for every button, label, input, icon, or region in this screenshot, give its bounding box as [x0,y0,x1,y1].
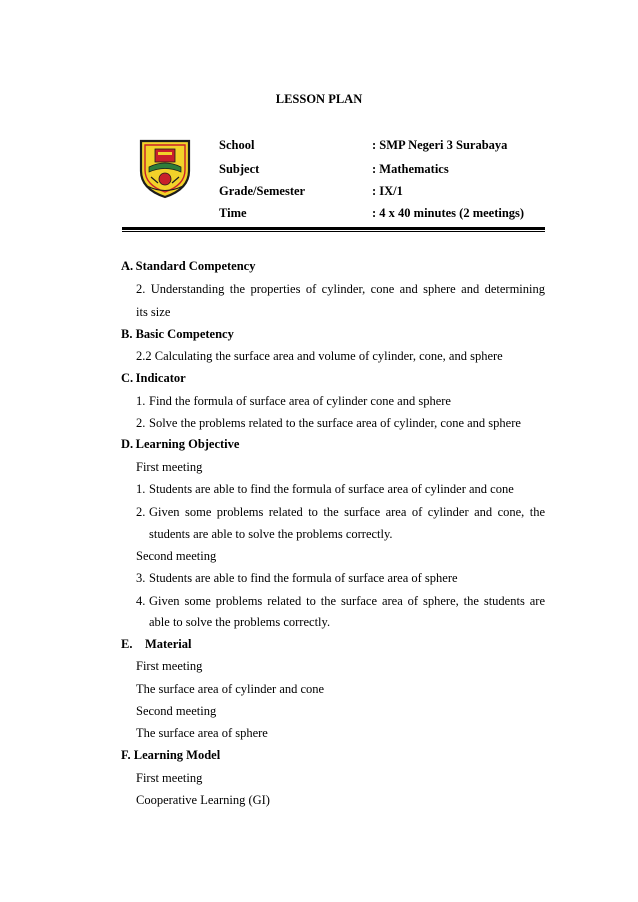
objective-num-1: 1. [136,482,146,496]
material-line-3: Second meeting [136,704,217,718]
section-d-heading: D. Learning Objective [121,437,240,451]
indicator-text-2: Solve the problems related to the surface area of cylinder, cone and sphere [149,416,521,430]
material-line-2: The surface area of cylinder and cone [136,682,325,696]
objective-text-1: Students are able to find the formula of surface area of cylinder and cone [149,482,514,496]
model-line-1: First meeting [136,771,203,785]
objective-second-meeting: Second meeting [136,549,217,563]
objective-text-2-line2: students are able to solve the problems correctly. [149,527,393,541]
material-line-1: First meeting [136,659,203,673]
objective-first-meeting: First meeting [136,460,203,474]
indicator-text-1: Find the formula of surface area of cylinder cone and sphere [149,394,451,408]
indicator-num-1: 1. [136,394,146,408]
header-rule-thick [122,227,545,230]
section-a-line2: its size [136,305,171,319]
section-b-heading: B. Basic Competency [121,327,234,341]
section-f-heading: F. Learning Model [121,748,221,762]
section-a-line1: 2. Understanding the properties of cylinder, cone and sphere and determining [136,282,545,296]
page-title: LESSON PLAN [275,92,363,106]
objective-text-4-line2: able to solve the problems correctly. [149,615,331,629]
time-value: : 4 x 40 minutes (2 meetings) [372,206,525,220]
section-e-heading: E. Material [121,637,192,651]
school-value: : SMP Negeri 3 Surabaya [372,138,508,152]
objective-num-2: 2. [136,505,146,519]
section-b-line1: 2.2 Calculating the surface area and volume of cylinder, cone, and sphere [136,349,503,363]
objective-num-3: 3. [136,571,146,585]
material-line-4: The surface area of sphere [136,726,268,740]
objective-text-3: Students are able to find the formula of surface area of sphere [149,571,458,585]
objective-text-4-line1: Given some problems related to the surface area of sphere, the students are [149,594,545,608]
grade-semester-value: : IX/1 [372,184,403,198]
time-label: Time [219,206,247,220]
subject-value: : Mathematics [372,162,449,176]
grade-semester-label: Grade/Semester [219,184,306,198]
indicator-num-2: 2. [136,416,146,430]
section-c-heading: C. Indicator [121,371,186,385]
objective-text-2-line1: Given some problems related to the surface area of cylinder and cone, the [149,505,545,519]
model-line-2: Cooperative Learning (GI) [136,793,270,807]
section-a-heading: A. Standard Competency [121,259,256,273]
school-label: School [219,138,255,152]
objective-num-4: 4. [136,594,146,608]
school-logo-icon [138,137,192,199]
subject-label: Subject [219,162,260,176]
header-rule-thin [122,231,545,232]
